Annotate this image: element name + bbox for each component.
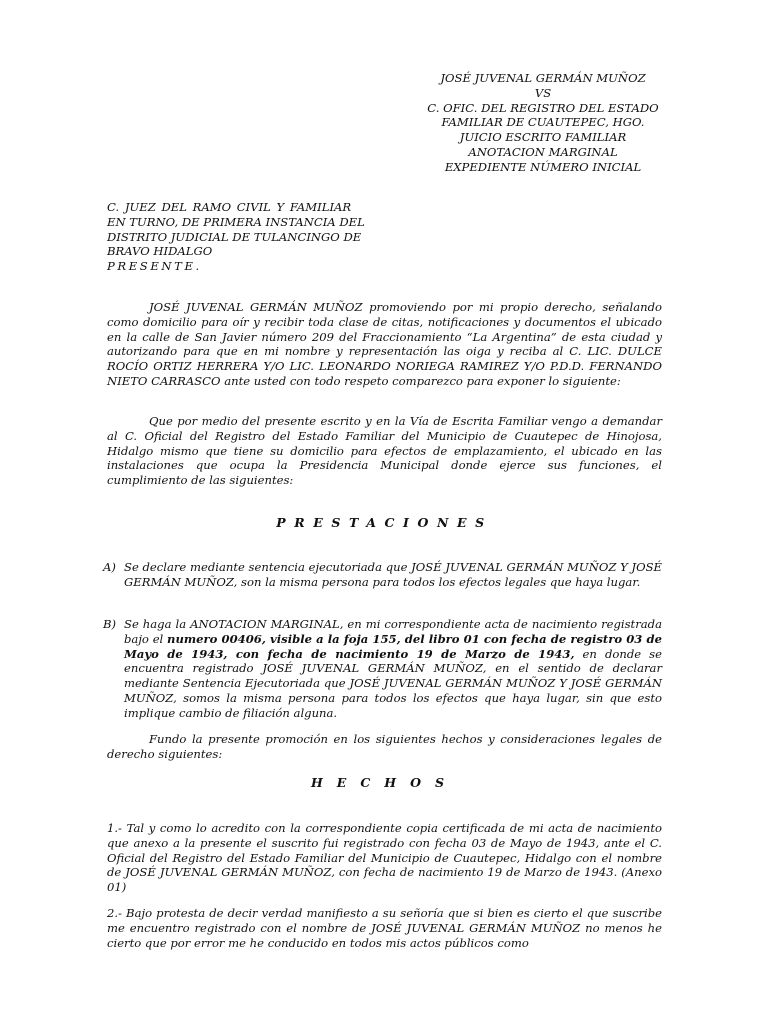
hechos-heading: HECHOS: [310, 775, 458, 790]
prestacion-b-text-end: en donde se encuentra registrado JOSÉ JUVENAL GERMÁN MUÑOZ, en el sentido de declarar mediante Sentencia Ejecutoriada que JOSÉ JUVENAL GERMÁN MUÑOZ Y JOSÉ GERMÁN MUÑOZ, somos la misma persona para todos los efectos que haya lugar, sin que esto implique cambio de filiación alguna.: [124, 646, 662, 720]
addressee-line: DISTRITO JUDICIAL DE TULANCINGO DE: [107, 229, 362, 244]
prestacion-a-text: Se declare mediante sentencia ejecutoriada que JOSÉ JUVENAL GERMÁN MUÑOZ Y JOSÉ GERMÁN MUÑOZ, son la misma persona para todos los efectos legales que haya lugar.: [124, 560, 662, 589]
hecho-1: 1.- Tal y como lo acredito con la correspondiente copia certificada de mi acta de nacimiento que anexo a la presente el suscrito fui registrado con fecha 03 de Mayo de 1943, ante el C. Oficial del Registro del Estado Familiar del Municipio de Cuautepec, Hidalgo con el nombre de JOSÉ JUVENAL GERMÁN MUÑOZ, con fecha de nacimiento 19 de Marzo de 1943. (Anexo 01): [107, 821, 662, 895]
fundo-paragraph: Fundo la presente promoción en los siguientes hechos y consideraciones legales de derecho siguientes:: [107, 732, 662, 761]
caption-trial-type: JUICIO ESCRITO FAMILIAR: [459, 130, 627, 145]
addressee-line: EN TURNO, DE PRIMERA INSTANCIA DEL: [107, 214, 365, 229]
hecho-2: 2.- Bajo protesta de decir verdad manifiesto a su señoría que si bien es cierto el que suscribe me encuentro registrado con el nombre de JOSÉ JUVENAL GERMÁN MUÑOZ no menos he cierto que por error me he conducido en todos mis actos públicos como: [107, 906, 662, 950]
prestacion-b-text: [124, 617, 662, 721]
prestacion-b-letter: B): [103, 617, 117, 631]
registration-details: numero 00406, visible a la foja 155, del libro 01 con fecha de registro 03 de Mayo de 1943, con fecha de nacimiento 19 de Marzo de 1943,: [124, 631, 662, 661]
intro-paragraph: JOSÉ JUVENAL GERMÁN MUÑOZ promoviendo por mi propio derecho, señalando como domicilio para oír y recibir toda clase de citas, notificaciones y documentos el ubicado en la calle de San Javier número 209 del Fraccionamiento “La Argentina” de esta ciudad y autorizando para que en mi nombre y representación las oiga y reciba al C. LIC. DULCE ROCÍO ORTIZ HERRERA Y/O LIC. LEONARDO NORIEGA RAMIREZ Y/O P.D.D. FERNANDO NIETO CARRASCO ante usted con todo respeto comparezco para exponer lo siguiente:: [107, 300, 662, 388]
caption-defendant-location: FAMILIAR DE CUAUTEPEC, HGO.: [441, 115, 645, 130]
prestacion-a: [103, 560, 662, 590]
demand-paragraph: Que por medio del presente escrito y en la Vía de Escrita Familiar vengo a demandar al C. Oficial del Registro del Estado Familiar del Municipio de Cuautepec de Hinojosa, Hidalgo mismo que tiene su domicilio para efectos de emplazamiento, el ubicado en las instalaciones que ocupa la Presidencia Municipal donde ejerce sus funciones, el cumplimiento de las siguientes:: [107, 414, 662, 488]
prestacion-b-text-start: Se haga la ANOTACION MARGINAL, en mi correspondiente acta de nacimiento registrada bajo el: [124, 617, 662, 646]
caption-file-number: EXPEDIENTE NÚMERO INICIAL: [444, 159, 642, 174]
presente-line: PRESENTE.: [107, 259, 202, 274]
addressee-line: C. JUEZ DEL RAMO CIVIL Y FAMILIAR: [107, 200, 352, 214]
caption-defendant: C. OFIC. DEL REGISTRO DEL ESTADO: [427, 100, 659, 115]
prestacion-b: [103, 617, 662, 721]
caption-versus: VS: [534, 85, 552, 100]
addressee-block: [107, 200, 375, 274]
caption-subject: ANOTACION MARGINAL: [468, 144, 618, 159]
case-caption: [402, 71, 684, 175]
prestaciones-heading: PRESTACIONES: [276, 515, 493, 530]
addressee-line: BRAVO HIDALGO: [107, 244, 213, 259]
prestacion-a-letter: A): [103, 560, 116, 574]
caption-plaintiff: JOSÉ JUVENAL GERMÁN MUÑOZ: [440, 71, 646, 85]
